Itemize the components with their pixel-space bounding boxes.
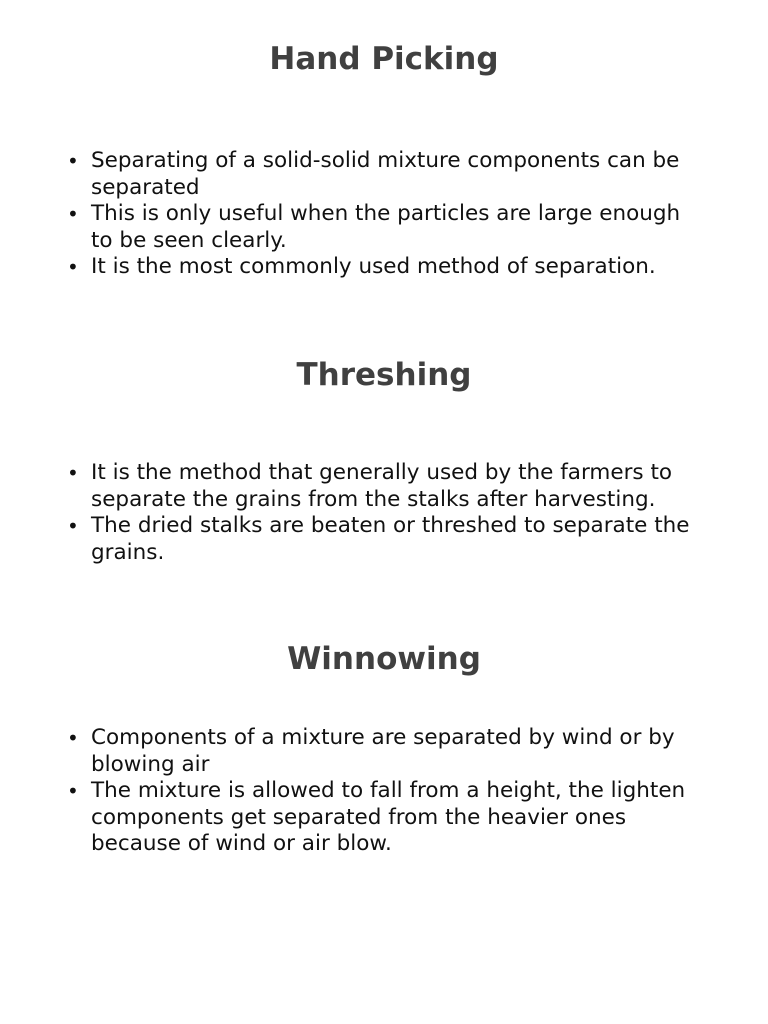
list-item xyxy=(0,254,768,281)
bullet-text: It is the method that generally used by the farmers to separate the grains from the stalks after harvesting. xyxy=(91,460,673,512)
list-item xyxy=(0,148,768,201)
bullet-icon: • xyxy=(67,514,79,539)
bullet-icon: • xyxy=(67,461,79,485)
bullet-text: This is only useful when the particles are large enough to be seen clearly. xyxy=(91,201,681,253)
section-title-threshing: Threshing xyxy=(296,357,472,393)
bullet-icon: • xyxy=(67,726,79,750)
bullet-text: Separating of a solid-solid mixture components can be separated xyxy=(91,148,680,200)
list-item xyxy=(0,725,768,778)
section-title-hand-picking: Hand Picking xyxy=(269,41,499,77)
bullet-list-threshing xyxy=(0,460,768,566)
list-item xyxy=(0,460,768,513)
bullet-list-winnowing xyxy=(0,725,768,858)
bullet-text: The mixture is allowed to fall from a height, the lighten components get separated from the heavier ones because of wind or air blow. xyxy=(91,778,686,857)
bullet-text: The dried stalks are beaten or threshed to separate the grains. xyxy=(91,513,690,565)
bullet-icon: • xyxy=(67,255,79,280)
bullet-list-hand-picking xyxy=(0,148,768,281)
bullet-text: Components of a mixture are separated by wind or by blowing air xyxy=(91,725,675,777)
bullet-icon: • xyxy=(67,149,79,173)
list-item xyxy=(0,778,768,858)
bullet-icon: • xyxy=(67,202,79,227)
list-item xyxy=(0,201,768,254)
section-title-winnowing: Winnowing xyxy=(287,641,481,677)
bullet-text: It is the most commonly used method of separation. xyxy=(91,254,656,280)
bullet-icon: • xyxy=(67,779,79,804)
list-item xyxy=(0,513,768,566)
